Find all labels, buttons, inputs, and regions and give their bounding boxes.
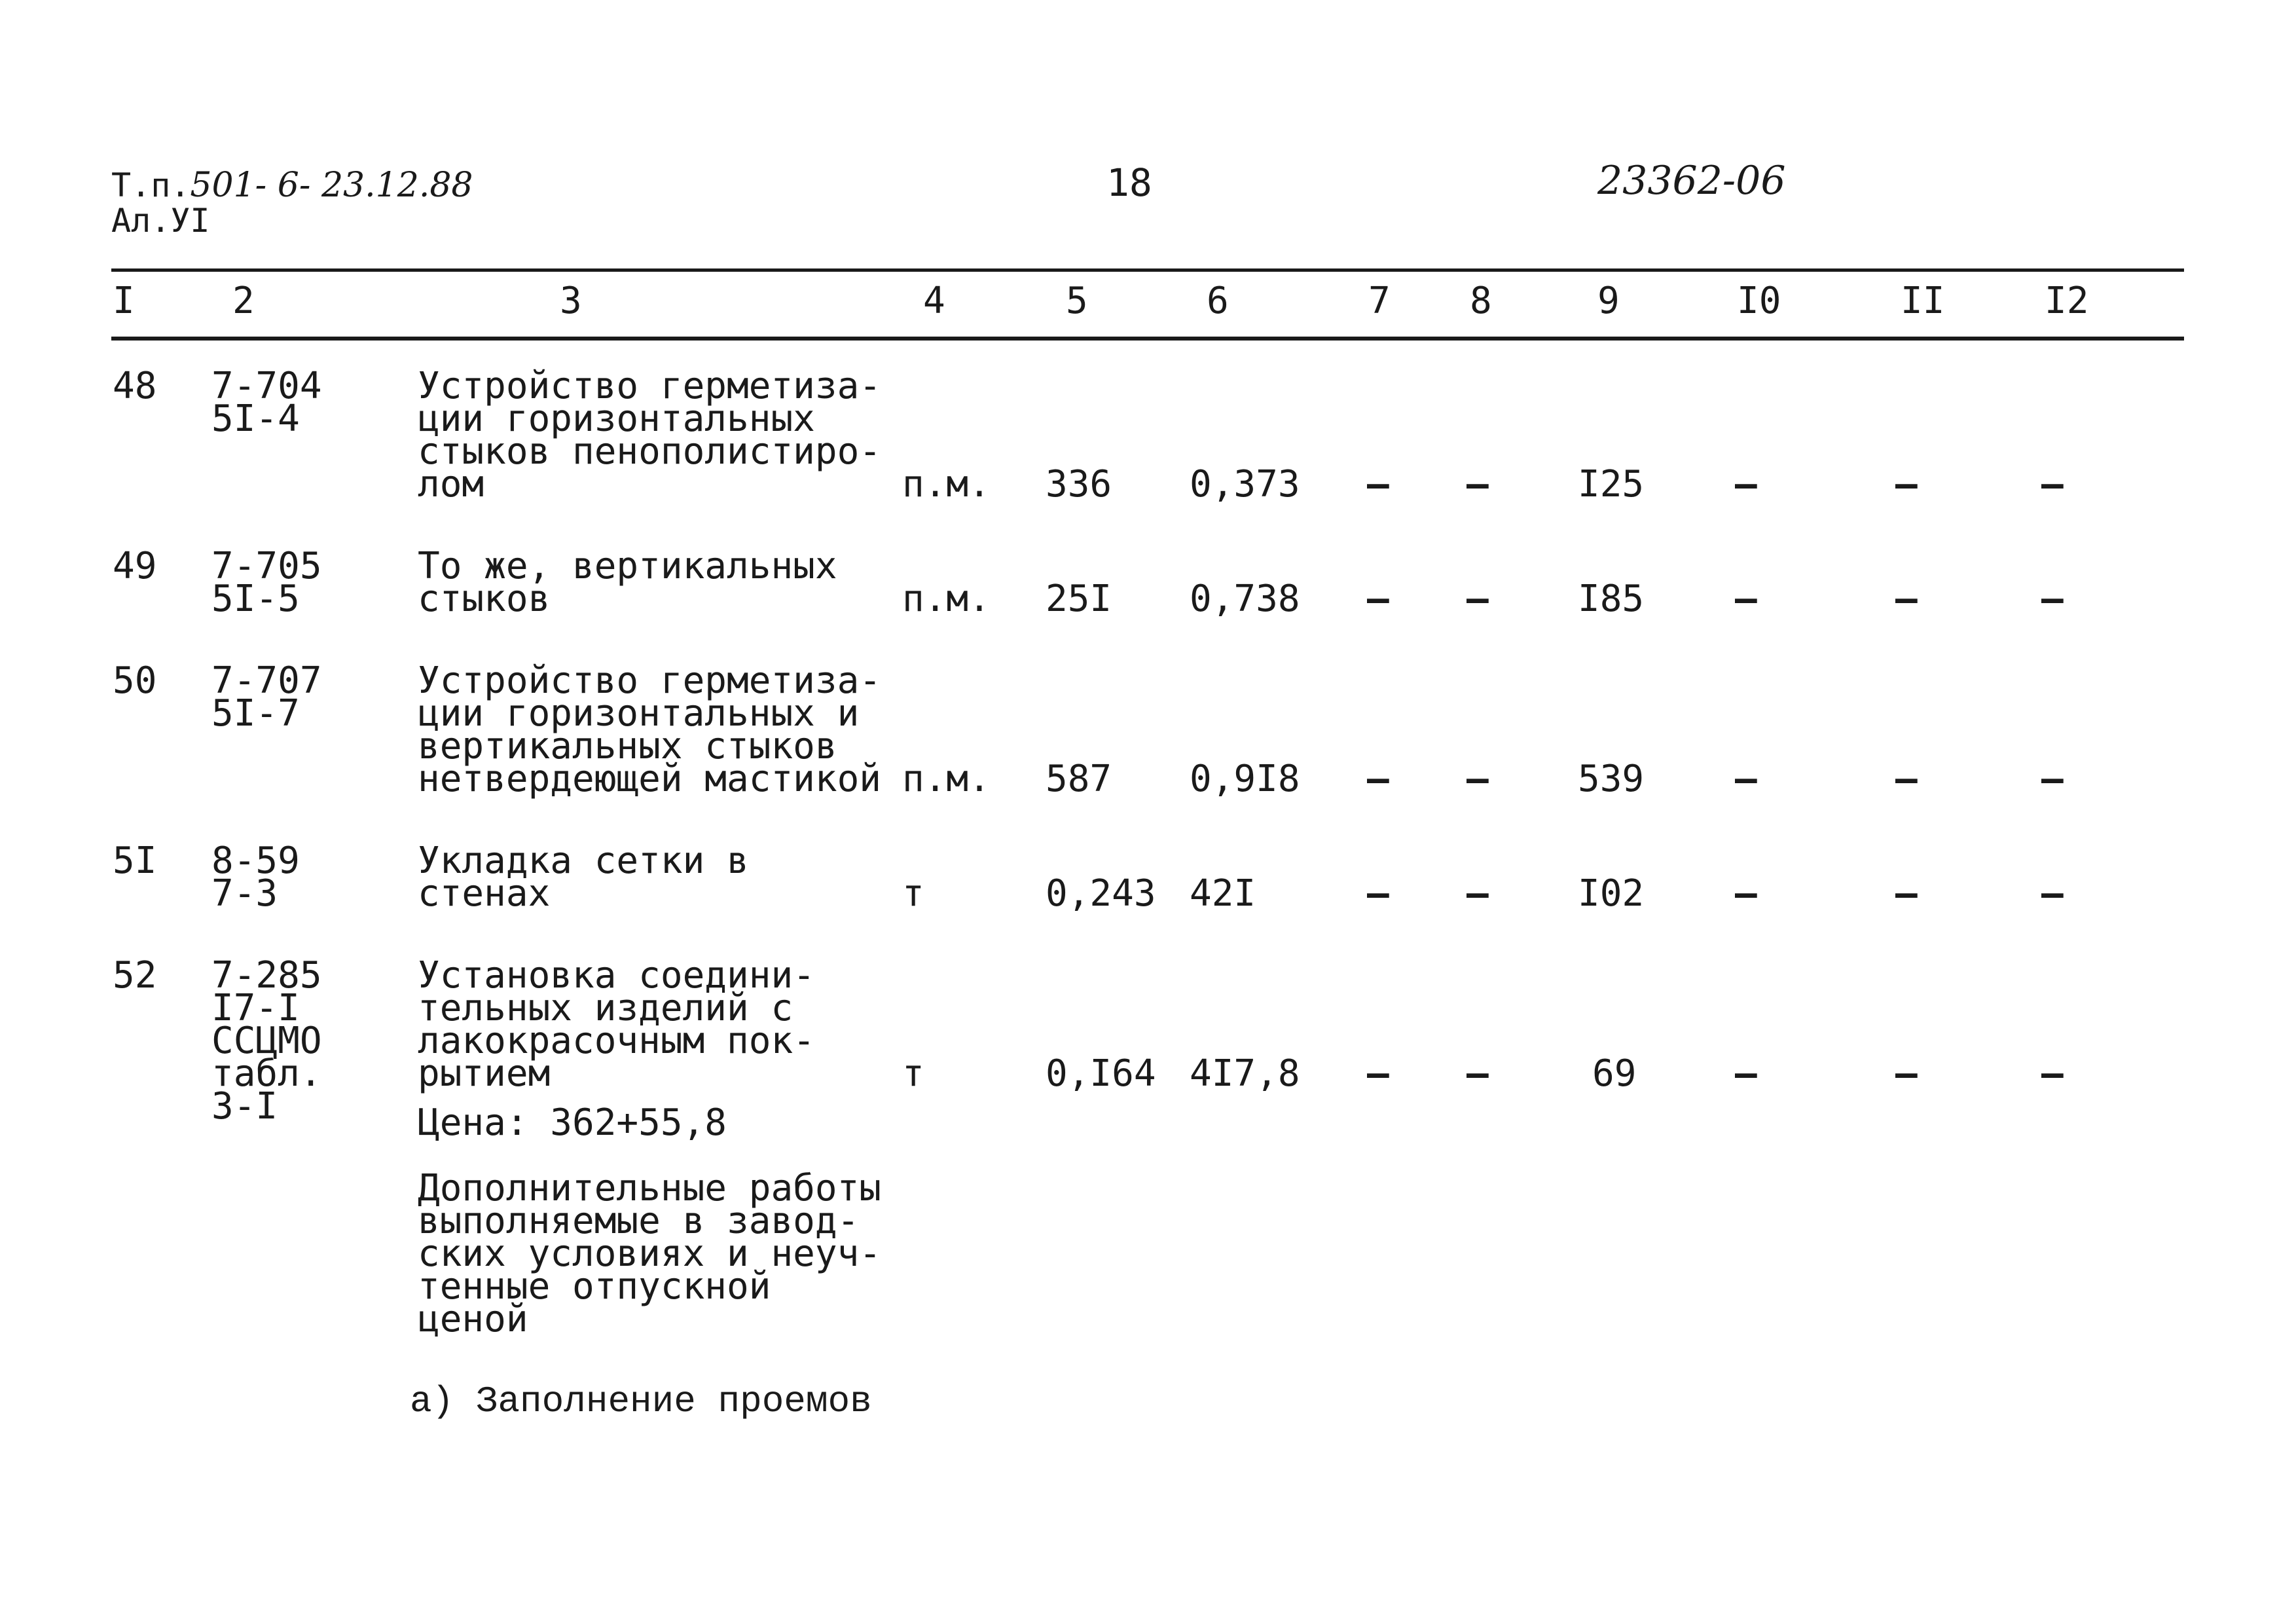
quantity: 0,243 bbox=[1046, 872, 1156, 915]
unit-rate: 0,373 bbox=[1190, 463, 1300, 506]
col11-value: – bbox=[1895, 578, 1918, 620]
column-header-11: II bbox=[1901, 280, 1945, 322]
column-header-9: 9 bbox=[1597, 280, 1620, 322]
col12-value: – bbox=[2041, 578, 2064, 620]
work-description: Установка соедини- тельных изделий с лакокрасочным пок- рытием bbox=[418, 954, 815, 1095]
column-header-5: 5 bbox=[1066, 280, 1088, 322]
norm-code: 7-704 5I-4 bbox=[211, 365, 322, 440]
table-top-rule bbox=[111, 268, 2184, 272]
col11-value: – bbox=[1895, 463, 1918, 506]
column-header-2: 2 bbox=[232, 280, 255, 322]
additional-works-title: Дополнительные работы выполняемые в завод- ских условиях и неуч- тенные отпускной ценой bbox=[418, 1167, 882, 1340]
norm-code: 7-705 5I-5 bbox=[211, 545, 322, 620]
work-description: Устройство герметиза- ции горизонтальных стыков пенополистиро- лом bbox=[418, 365, 882, 506]
column-header-3: 3 bbox=[560, 280, 582, 322]
column-header-12: I2 bbox=[2045, 280, 2089, 322]
unit: т bbox=[902, 1052, 924, 1095]
col8-value: – bbox=[1467, 872, 1489, 915]
col7-value: – bbox=[1367, 872, 1389, 915]
column-header-7: 7 bbox=[1368, 280, 1391, 322]
col8-value: – bbox=[1467, 1052, 1489, 1095]
unit-rate: 0,738 bbox=[1190, 578, 1300, 620]
column-header-1: I bbox=[113, 280, 135, 322]
quantity: 336 bbox=[1046, 463, 1112, 506]
price-note: Цена: 362+55,8 bbox=[418, 1101, 727, 1144]
unit: п.м. bbox=[902, 578, 991, 620]
unit: т bbox=[902, 872, 924, 915]
col12-value: – bbox=[2041, 872, 2064, 915]
work-description: Укладка сетки в стенах bbox=[418, 840, 749, 915]
column-header-8: 8 bbox=[1470, 280, 1492, 322]
row-number: 5I bbox=[113, 840, 157, 882]
quantity: 0,I64 bbox=[1046, 1052, 1156, 1095]
unit: п.м. bbox=[902, 758, 991, 800]
col7-value: – bbox=[1367, 758, 1389, 800]
norm-code: 7-285 I7-I ССЦМО табл. 3-I bbox=[211, 954, 322, 1128]
col11-value: – bbox=[1895, 872, 1918, 915]
unit-rate: 4I7,8 bbox=[1190, 1052, 1300, 1095]
col8-value: – bbox=[1467, 463, 1489, 506]
unit-rate: 0,9I8 bbox=[1190, 758, 1300, 800]
col10-value: – bbox=[1735, 578, 1757, 620]
col8-value: – bbox=[1467, 578, 1489, 620]
col11-value: – bbox=[1895, 1052, 1918, 1095]
row-number: 49 bbox=[113, 545, 157, 587]
col7-value: – bbox=[1367, 578, 1389, 620]
col8-value: – bbox=[1467, 758, 1489, 800]
norm-code: 8-59 7-3 bbox=[211, 840, 300, 915]
col10-value: – bbox=[1735, 872, 1757, 915]
row-number: 48 bbox=[113, 365, 157, 407]
col11-value: – bbox=[1895, 758, 1918, 800]
quantity: 587 bbox=[1046, 758, 1112, 800]
column-header-4: 4 bbox=[923, 280, 945, 322]
col12-value: – bbox=[2041, 1052, 2064, 1095]
unit-rate: 42I bbox=[1190, 872, 1256, 915]
col12-value: – bbox=[2041, 463, 2064, 506]
unit: п.м. bbox=[902, 463, 991, 506]
work-description: То же, вертикальных стыков bbox=[418, 545, 837, 620]
column-header-10: I0 bbox=[1737, 280, 1781, 322]
col10-value: – bbox=[1735, 1052, 1757, 1095]
doc-number-handwritten: 501- 6- 23.12.88 bbox=[190, 166, 473, 205]
norm-code: 7-707 5I-7 bbox=[211, 659, 322, 735]
col7-value: – bbox=[1367, 1052, 1389, 1095]
total: 539 bbox=[1578, 758, 1645, 800]
col10-value: – bbox=[1735, 463, 1757, 506]
table-header-bottom-rule bbox=[111, 337, 2184, 341]
total: 69 bbox=[1592, 1052, 1637, 1095]
doc-prefix: Т.п. bbox=[111, 166, 191, 204]
quantity: 25I bbox=[1046, 578, 1112, 620]
total: I25 bbox=[1578, 463, 1645, 506]
total: I85 bbox=[1578, 578, 1645, 620]
col10-value: – bbox=[1735, 758, 1757, 800]
row-number: 50 bbox=[113, 659, 157, 702]
col12-value: – bbox=[2041, 758, 2064, 800]
col7-value: – bbox=[1367, 463, 1389, 506]
page-number: 18 bbox=[1106, 160, 1152, 205]
total: I02 bbox=[1578, 872, 1645, 915]
work-description: Устройство герметиза- ции горизонтальных и вертикальных стыков нетвердеющей мастикой bbox=[418, 659, 882, 800]
sheet-label: Ал.УI bbox=[111, 202, 210, 240]
doc-reference bbox=[111, 166, 473, 205]
column-header-6: 6 bbox=[1207, 280, 1229, 322]
archive-number-handwritten: 23362-06 bbox=[1597, 158, 1786, 204]
additional-works-subsection: а) Заполнение проемов bbox=[410, 1380, 872, 1422]
row-number: 52 bbox=[113, 954, 157, 997]
